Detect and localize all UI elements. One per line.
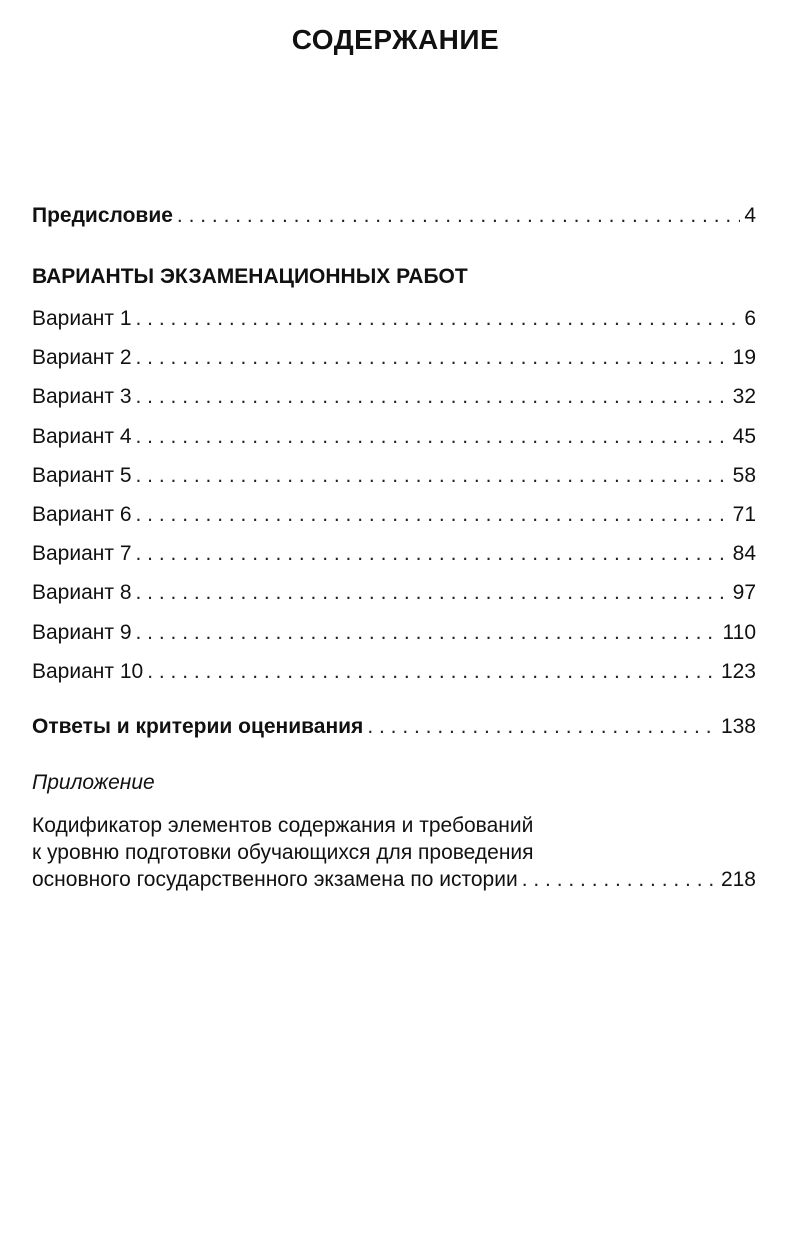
- dot-leader: [136, 306, 741, 332]
- toc-entry-label: Вариант 2: [32, 346, 132, 369]
- toc-entry-variant-5: [32, 463, 756, 489]
- appendix-text-line-2: к уровню подготовки обучающихся для проведения: [32, 841, 534, 864]
- dot-leader: [136, 620, 719, 646]
- dot-leader: [136, 502, 729, 528]
- dot-leader: [147, 659, 717, 685]
- toc-entry-page: 84: [732, 542, 756, 565]
- appendix-text-line-3: основного государственного экзамена по истории: [32, 868, 518, 891]
- dot-leader: [136, 384, 729, 410]
- toc-entry-variant-7: [32, 541, 756, 567]
- toc-entry-label: Вариант 5: [32, 464, 132, 487]
- appendix-label: Приложение: [32, 771, 155, 794]
- dot-leader: [136, 541, 729, 567]
- toc-entry-variant-6: [32, 502, 756, 528]
- toc-entry-label: Вариант 10: [32, 660, 144, 683]
- toc-entry-variant-4: [32, 424, 756, 450]
- toc-entry-page: 58: [732, 464, 756, 487]
- toc-entry-page: 32: [732, 385, 756, 408]
- dot-leader: [136, 345, 729, 371]
- toc-entry-label: Вариант 9: [32, 621, 132, 644]
- toc-entry-page: 218: [720, 868, 756, 891]
- toc-entry-page: 123: [720, 660, 756, 683]
- dot-leader: [136, 580, 729, 606]
- toc-entry-page: 97: [732, 581, 756, 604]
- page-title: СОДЕРЖАНИЕ: [291, 24, 500, 55]
- toc-entry-page: 138: [720, 715, 756, 738]
- toc-entry-page: 6: [744, 307, 756, 330]
- toc-entry-page: 4: [744, 204, 756, 227]
- toc-entry-label: Вариант 3: [32, 385, 132, 408]
- toc-entry-variant-8: [32, 580, 756, 606]
- toc-entry-label: Вариант 1: [32, 307, 132, 330]
- toc-entry-appendix: [32, 867, 756, 893]
- toc-entry-label: Вариант 8: [32, 581, 132, 604]
- toc-entry-page: 45: [732, 425, 756, 448]
- appendix-text-line-1: Кодификатор элементов содержания и требований: [32, 814, 534, 837]
- toc-entry-label: Ответы и критерии оценивания: [32, 715, 364, 738]
- toc-entry-variant-10: [32, 659, 756, 685]
- section-heading-variants: ВАРИАНТЫ ЭКЗАМЕНАЦИОННЫХ РАБОТ: [32, 265, 468, 288]
- toc-entry-preface: [32, 203, 756, 229]
- dot-leader: [177, 203, 740, 229]
- toc-entry-variant-9: [32, 620, 756, 646]
- toc-entry-answers: [32, 714, 756, 740]
- toc-entry-label: Вариант 4: [32, 425, 132, 448]
- toc-entry-label: Вариант 6: [32, 503, 132, 526]
- dot-leader: [367, 714, 717, 740]
- toc-entry-variant-1: [32, 306, 756, 332]
- dot-leader: [136, 463, 729, 489]
- toc-entry-page: 19: [732, 346, 756, 369]
- toc-entry-page: 110: [722, 621, 756, 644]
- toc-entry-variant-2: [32, 345, 756, 371]
- dot-leader: [522, 867, 717, 893]
- toc-entry-label: Вариант 7: [32, 542, 132, 565]
- toc-entry-variant-3: [32, 384, 756, 410]
- toc-entry-label: Предисловие: [32, 204, 173, 227]
- toc-entry-page: 71: [732, 503, 756, 526]
- dot-leader: [136, 424, 729, 450]
